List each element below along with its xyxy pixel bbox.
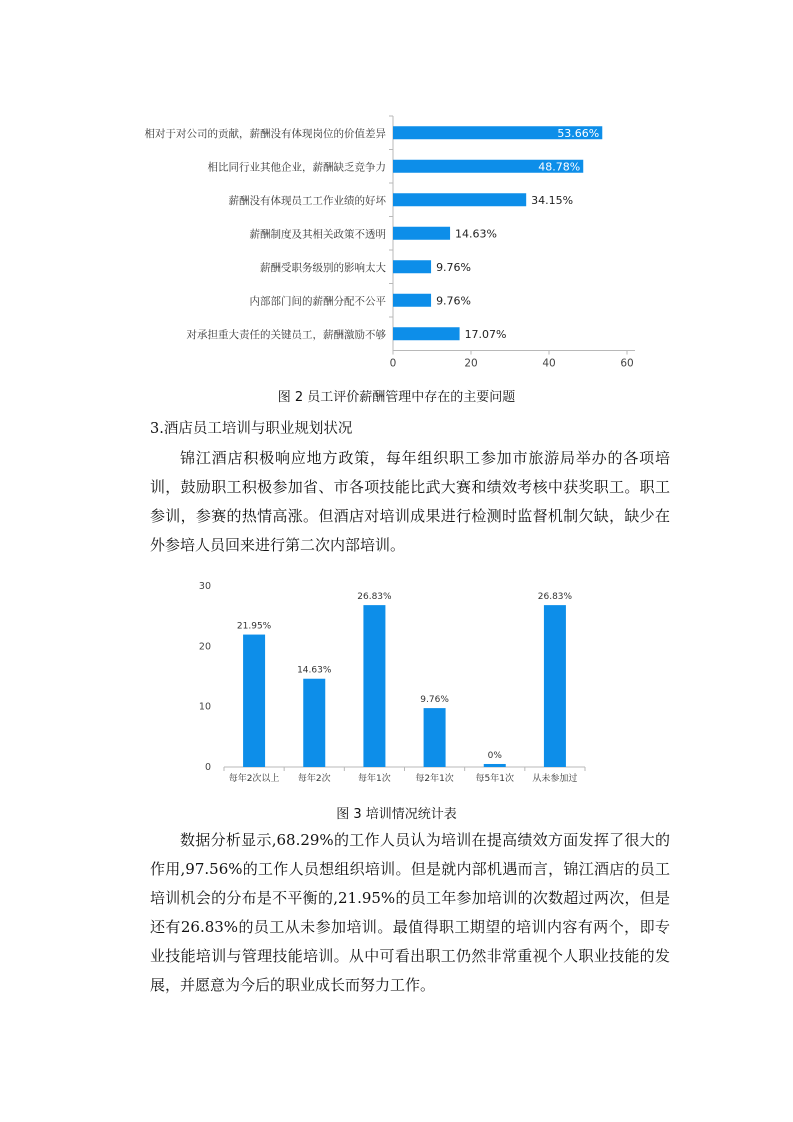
data-label: 14.63% [297,665,332,676]
section-heading: 3.酒店员工培训与职业规划状况 [150,421,353,437]
data-label: 26.83% [537,592,573,603]
data-label: 14.63% [455,227,498,241]
data-label: 48.78% [538,160,581,174]
category-label: 薪酬受职务级别的影响太大 [260,261,386,274]
y-tick-label: 0 [204,762,211,773]
category-label: 相比同行业其他企业，薪酬缺乏竞争力 [207,161,386,174]
data-label: 34.15% [531,193,574,207]
category-label: 对承担重大责任的关键员工，薪酬激励不够 [186,328,386,341]
category-label: 每年2次以上 [228,774,280,784]
x-tick-label: 20 [464,357,478,370]
bar [544,605,566,767]
bar [303,679,325,767]
x-tick-label: 0 [389,357,397,370]
data-label: 0% [487,750,502,761]
category-label: 每2年1次 [415,774,454,784]
y-tick-label: 20 [198,641,211,653]
category-label: 薪酬没有体现员工工作业绩的好坏 [228,194,386,207]
category-label: 相对于对公司的贡献，薪酬没有体现岗位的价值差异 [144,127,386,140]
paragraph-data-analysis: 数据分析显示,68.29%的工作人员认为培训在提高绩效方面发挥了很大的作用,97.56%的工作人员想组织培训。但是就内部机遇而言，锦江酒店的员工培训机会的分布是不平衡的,21.95%的员工年参加培训的次数超过两次，但是还有26.83%的员工从未参加培训。最值得职工期望的培训内容有两个，即专业技能培训与管理技能培训。从中可看出职工仍然非常重视个人职业技能的发展，并愿意为今后的职业成长而努力工作。 [150,831,670,994]
paragraph-training-policy: 锦江酒店积极响应地方政策，每年组织职工参加市旅游局举办的各项培训，鼓励职工积极参加省、市各项技能比武大赛和绩效考核中获奖职工。职工参训，参赛的热情高涨。但酒店对培训成果进行检测时监督机制欠缺，缺少在外参培人员回来进行第二次内部培训。 [150,449,670,554]
y-tick-label: 10 [198,701,211,713]
bar [484,764,506,767]
data-label: 17.07% [464,327,507,341]
bar [363,605,385,767]
category-label: 每年1次 [358,774,391,784]
x-tick-label: 40 [542,357,556,370]
data-label: 9.76% [436,260,472,274]
category-label: 从未参加过 [532,774,578,784]
figure-2-caption: 图 2 员工评价薪酬管理中存在的主要问题 [277,390,516,405]
category-label: 每年2次 [297,774,331,784]
category-label: 薪酬制度及其相关政策不透明 [249,228,386,241]
x-tick-label: 60 [620,357,634,370]
data-label: 9.76% [436,294,472,308]
bar [424,708,446,767]
y-tick-label: 30 [198,581,211,592]
category-label: 内部部门间的薪酬分配不公平 [249,295,386,308]
data-label: 21.95% [236,621,272,632]
data-label: 9.76% [420,695,449,706]
figure-3-caption: 图 3 培训情况统计表 [336,807,457,822]
category-label: 每5年1次 [475,774,514,784]
data-label: 26.83% [357,592,392,603]
bar [243,635,265,767]
data-label: 53.66% [557,126,600,140]
